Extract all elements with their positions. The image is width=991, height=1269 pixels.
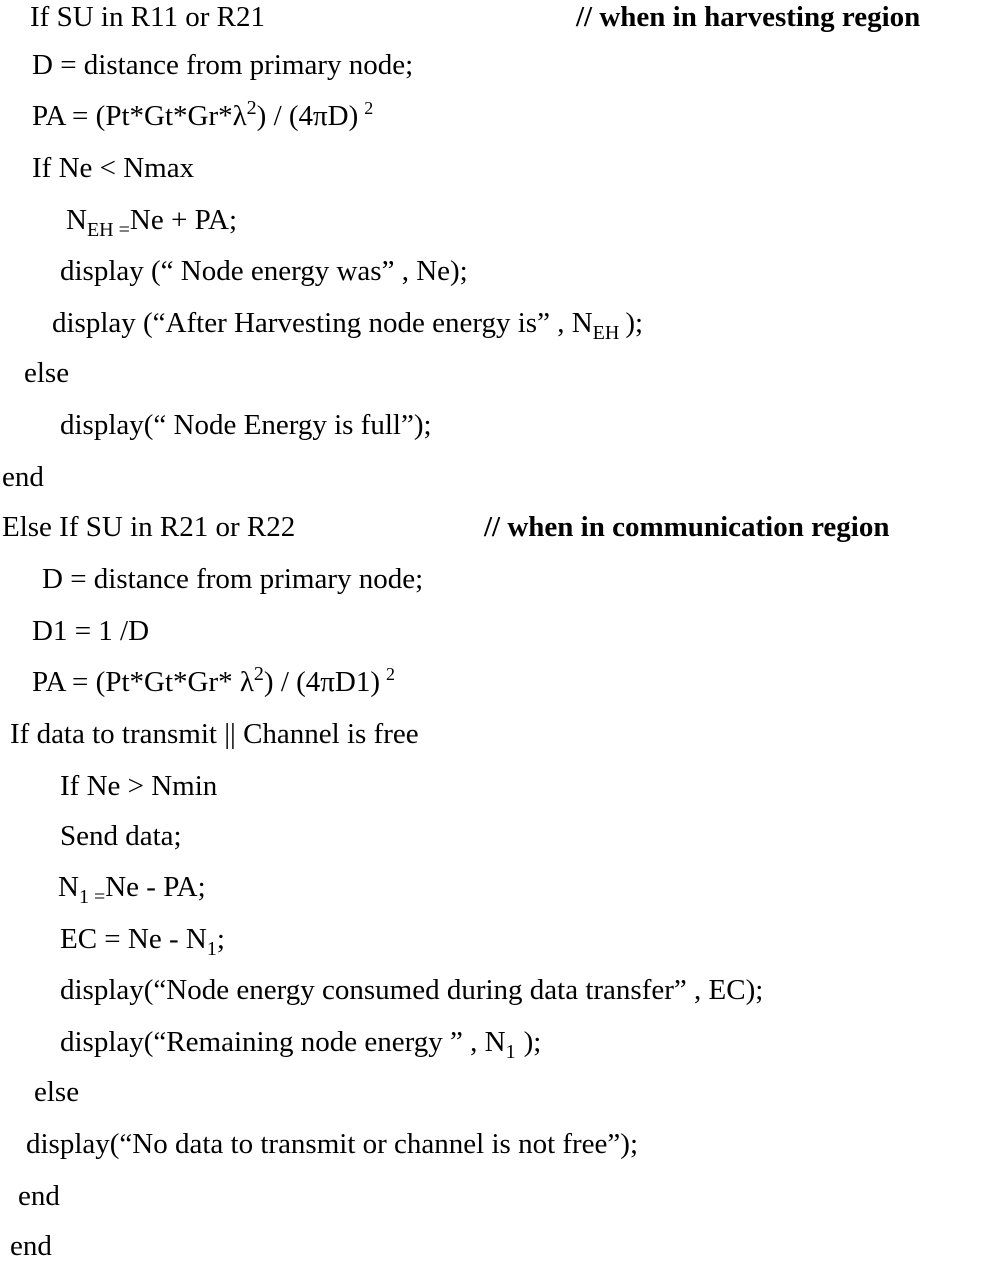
n1-subscript-ec: 1 <box>206 938 217 960</box>
ec-assignment: EC = Ne - N <box>60 923 207 955</box>
display-after-harvesting: display (“After Harvesting node energy is” , N <box>52 307 593 339</box>
code-line-20 <box>60 973 763 1013</box>
pa-formula-part: PA = (Pt*Gt*Gr*λ <box>32 100 247 132</box>
neh-subscript-display: EH <box>592 322 620 344</box>
code-line-17 <box>60 819 182 859</box>
code-line-1 <box>30 0 265 40</box>
code-line-19 <box>60 922 225 962</box>
communication-region-comment: // when in communication region <box>484 511 890 543</box>
display-close: ); <box>625 307 644 339</box>
if-su-harvesting: If SU in R11 or R21 <box>30 1 265 33</box>
distance-statement: D = distance from primary node; <box>32 49 414 81</box>
code-line-25 <box>10 1229 52 1269</box>
code-line-16 <box>60 769 217 809</box>
n1-subscript-display: 1 <box>505 1041 516 1063</box>
code-line-12 <box>42 562 423 602</box>
d1-assignment: D1 = 1 /D <box>32 615 150 647</box>
code-line-15 <box>10 717 419 757</box>
code-line-8 <box>24 356 69 396</box>
harvesting-region-comment: // when in harvesting region <box>576 1 921 33</box>
if-ne-less-nmax: If Ne < Nmax <box>32 152 195 184</box>
pa-formula-denominator: ) / (4πD) <box>256 100 359 132</box>
code-line-13 <box>32 614 149 654</box>
display-remaining-energy: display(“Remaining node energy ” , N <box>60 1026 506 1058</box>
code-line-3 <box>32 99 373 139</box>
display-energy-full: display(“ Node Energy is full”); <box>60 409 432 441</box>
if-ne-greater-nmin: If Ne > Nmin <box>60 770 218 802</box>
send-data: Send data; <box>60 820 182 852</box>
code-line-10 <box>2 460 44 500</box>
code-line-7 <box>52 306 643 346</box>
pa-formula-part-2: PA = (Pt*Gt*Gr* λ <box>32 666 254 698</box>
code-line-5 <box>66 203 237 243</box>
if-data-to-transmit: If data to transmit || Channel is free <box>10 718 419 750</box>
distance-statement-2: D = distance from primary node; <box>42 563 424 595</box>
else-keyword: else <box>24 357 70 389</box>
code-line-24 <box>18 1179 60 1219</box>
display-energy-consumed: display(“Node energy consumed during data transfer” , EC); <box>60 974 764 1006</box>
n1-symbol: N <box>58 871 79 903</box>
neh-symbol: N <box>66 204 87 236</box>
neh-assignment: Ne + PA; <box>129 204 238 236</box>
n1-subscript: 1 = <box>78 886 106 908</box>
code-line-23 <box>26 1127 638 1167</box>
code-line-11 <box>2 510 295 550</box>
code-line-2 <box>32 48 413 88</box>
neh-subscript: EH = <box>86 219 130 241</box>
display-no-data: display(“No data to transmit or channel is not free”); <box>26 1128 639 1160</box>
n1-assignment: Ne - PA; <box>105 871 206 903</box>
end-keyword-2: end <box>18 1180 60 1212</box>
code-line-9 <box>60 408 432 448</box>
code-line-22 <box>34 1075 79 1115</box>
ec-semicolon: ; <box>216 923 225 955</box>
code-line-14 <box>32 665 395 705</box>
lambda-exponent: 2 <box>246 97 257 119</box>
code-line-18 <box>58 870 206 910</box>
end-keyword: end <box>2 461 44 493</box>
display-node-energy-was: display (“ Node energy was” , Ne); <box>60 255 468 287</box>
denominator-exponent: 2 <box>364 98 374 118</box>
denominator-exponent-2: 2 <box>386 664 396 684</box>
pa-formula-denominator-2: ) / (4πD1) <box>263 666 381 698</box>
end-keyword-3: end <box>10 1230 52 1262</box>
else-keyword-2: else <box>34 1076 80 1108</box>
code-line-6 <box>60 254 468 294</box>
code-line-21 <box>60 1025 541 1065</box>
display-close-2: ); <box>523 1026 542 1058</box>
lambda-exponent-2: 2 <box>253 663 264 685</box>
else-if-su-communication: Else If SU in R21 or R22 <box>2 511 296 543</box>
code-line-4 <box>32 151 194 191</box>
